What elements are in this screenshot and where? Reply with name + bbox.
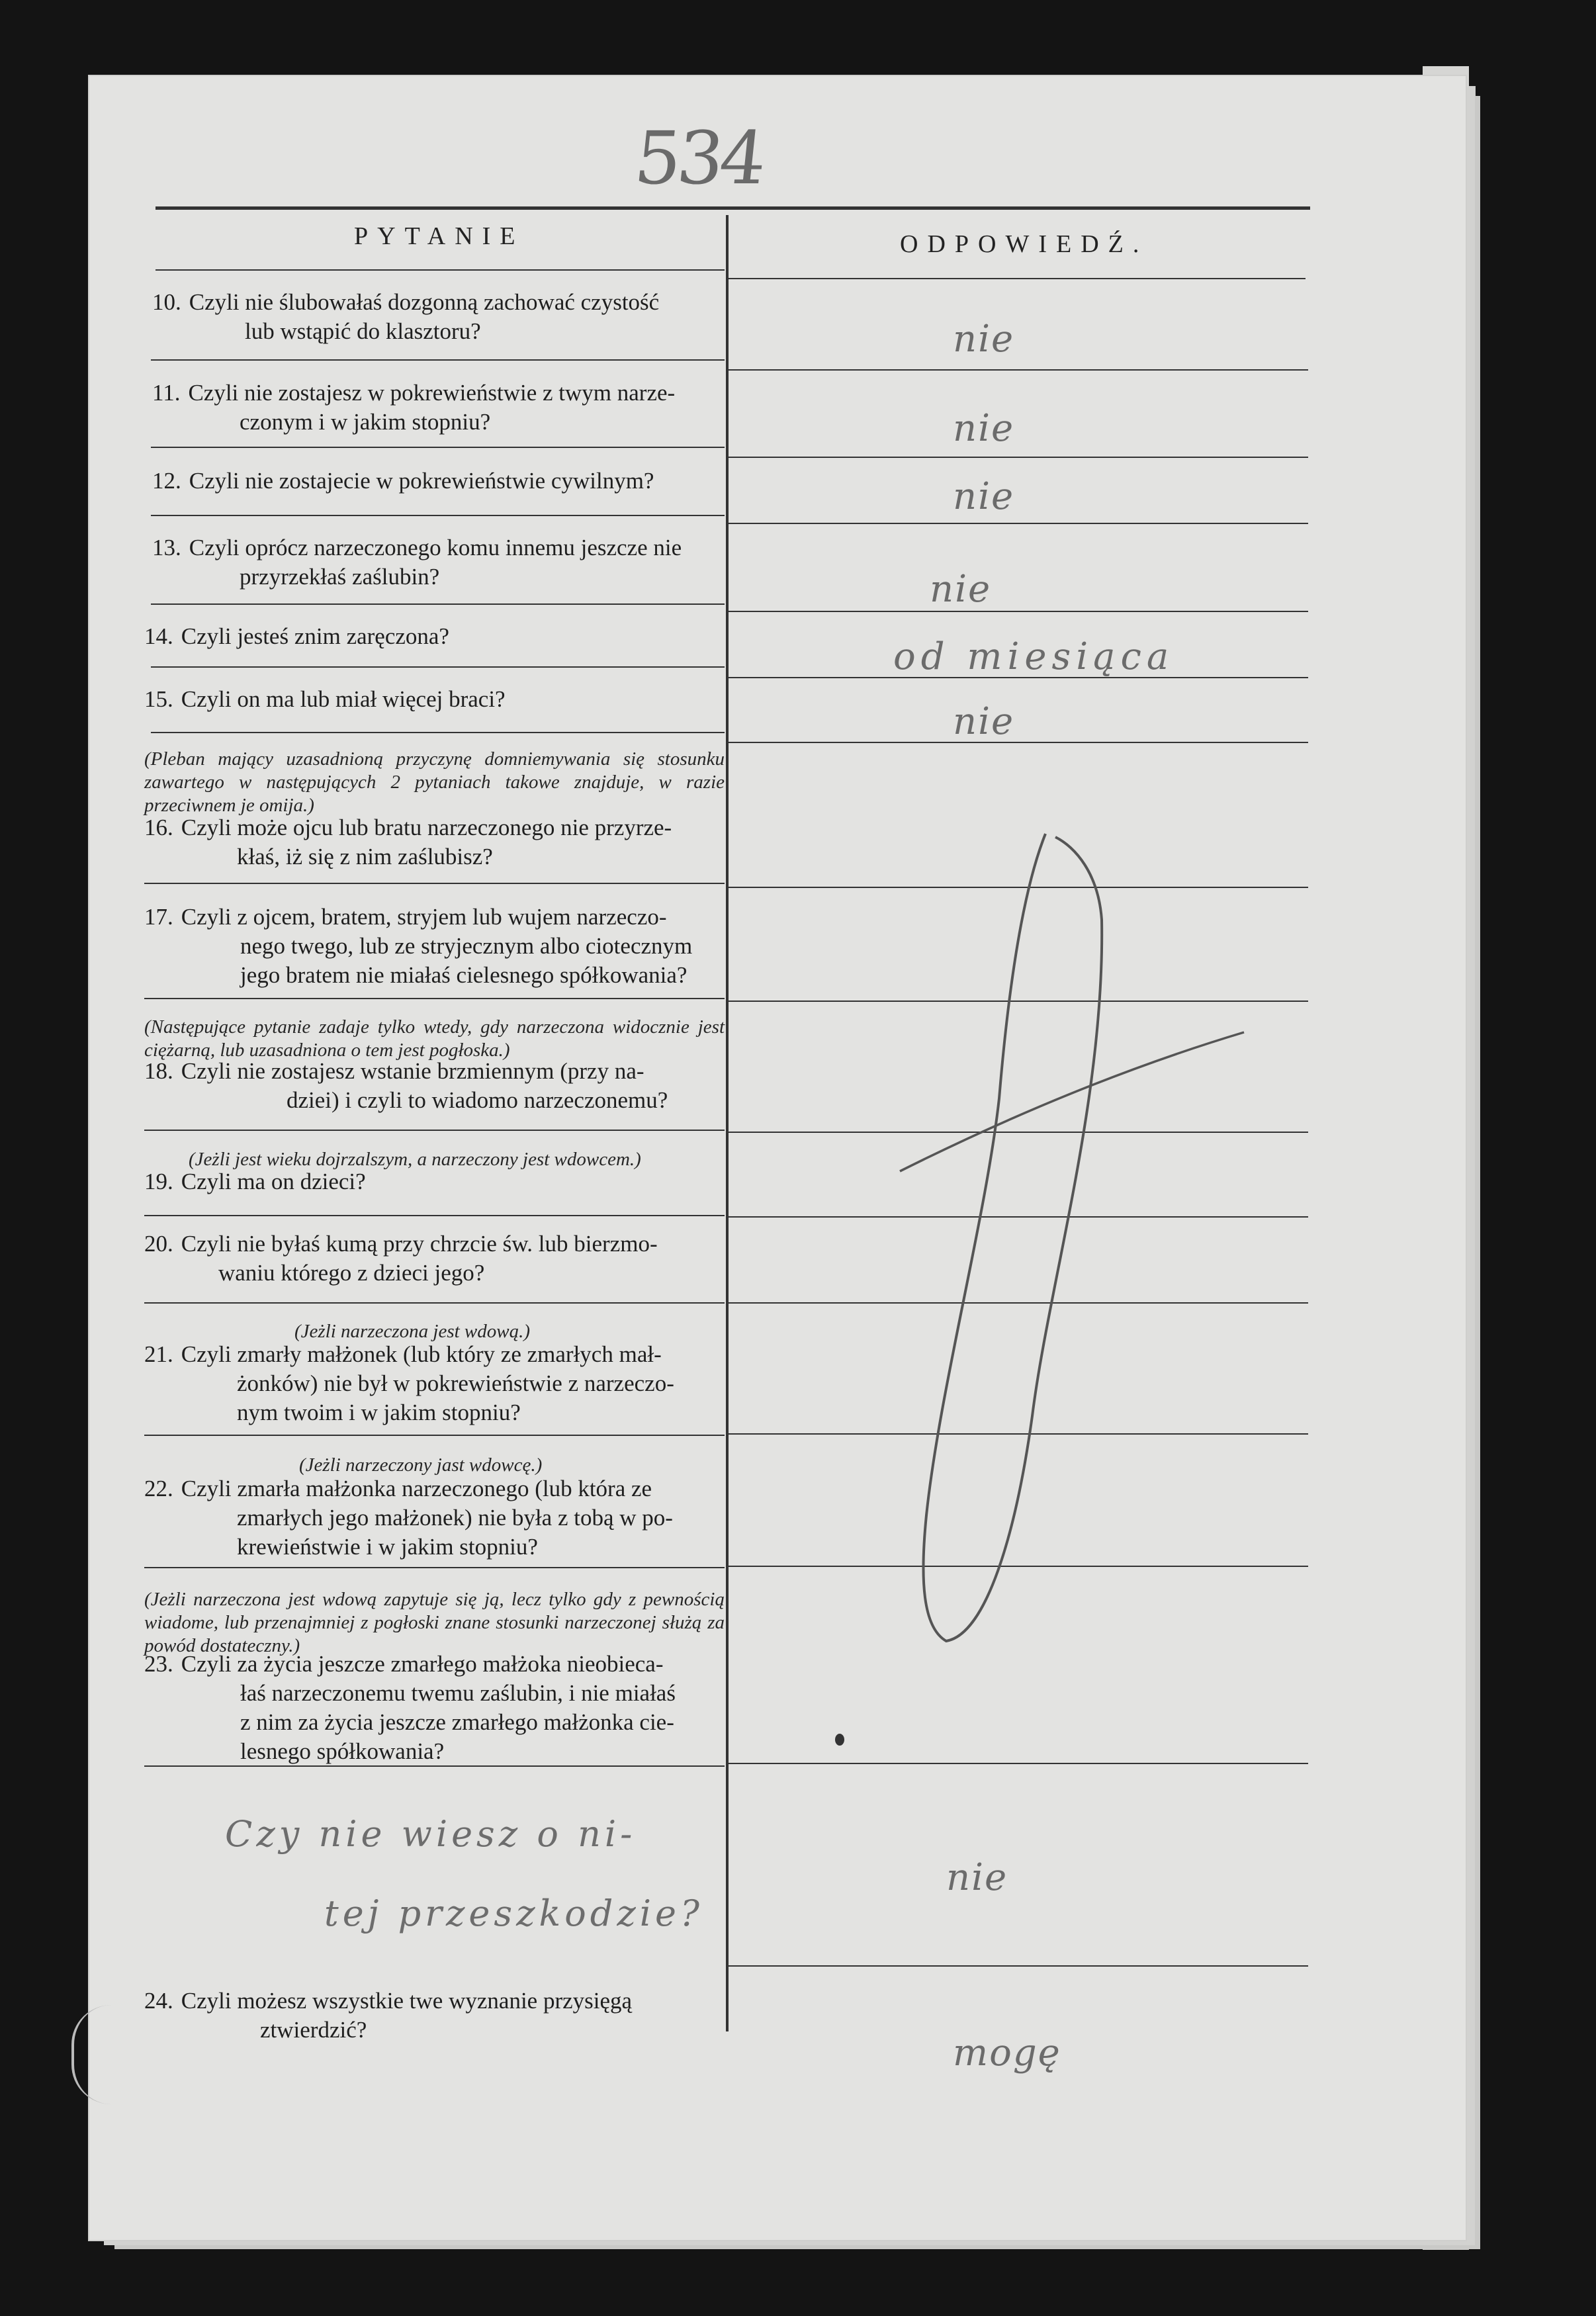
handwritten-question-line-1: Czy nie wiesz o ni- xyxy=(225,1813,637,1855)
note-16: (Pleban mający uzasadnioną przyczynę domniemywania się stosunku zawartego w następujących 2 pytaniach takowe znajduje, w razie przeciwnem je omija.) xyxy=(144,748,725,816)
note-22: (Jeżli narzeczony jast wdowcę.) xyxy=(299,1454,543,1476)
answer-24: mogę xyxy=(953,2031,1061,2074)
question-16: 16. Czyli może ojcu lub bratu narzeczonego nie przyrze- kłaś, iż się z nim zaślubisz? xyxy=(144,815,672,869)
row-rule xyxy=(151,666,725,668)
handwritten-question-line-2: tej przeszkodzie? xyxy=(324,1893,703,1934)
answer-11: nie xyxy=(953,407,1015,450)
answer-extra: nie xyxy=(946,1856,1008,1899)
row-rule xyxy=(144,1215,725,1216)
question-10: 10. Czyli nie ślubowałaś dozgonną zachować czystość lub wstąpić do klasztoru? xyxy=(152,289,660,344)
row-rule xyxy=(729,1965,1308,1967)
column-divider xyxy=(726,215,729,2031)
row-rule xyxy=(729,742,1308,743)
header-question: PYTANIE xyxy=(354,222,525,250)
row-rule xyxy=(729,278,1306,279)
pencil-strike-mark xyxy=(887,821,1257,1654)
question-22: 22. Czyli zmarła małżonka narzeczonego (lub która ze zmarłych jego małżonek) nie była z tobą w po- krewieństwie i w jakim stopniu? xyxy=(144,1476,673,1560)
edge-stamp-mark xyxy=(71,2005,114,2104)
question-24: 24. Czyli możesz wszystkie twe wyznanie przysięgą ztwierdzić? xyxy=(144,1988,633,2043)
question-14: 14. Czyli jesteś znim zaręczona? xyxy=(144,623,449,649)
question-23: 23. Czyli za życia jeszcze zmarłego małżoka nieobieca- łaś narzeczonemu twemu zaślubin, i nie miałaś z nim za życia jeszcze zmarłego małżonka cie- lesnego spółkowania? xyxy=(144,1651,676,1764)
question-17: 17. Czyli z ojcem, bratem, stryjem lub wujem narzeczo- nego twego, lub ze stryjecznym albo ciotecznym jego bratem nie miałaś cielesnego spółkowania? xyxy=(144,904,693,988)
row-rule xyxy=(144,1435,725,1436)
answer-13: nie xyxy=(930,568,992,611)
question-19: 19. Czyli ma on dzieci? xyxy=(144,1169,366,1194)
answer-10: nie xyxy=(953,318,1015,361)
row-rule xyxy=(729,523,1308,524)
question-12: 12. Czyli nie zostajecie w pokrewieństwie cywilnym? xyxy=(152,468,654,494)
question-15: 15. Czyli on ma lub miał więcej braci? xyxy=(144,686,506,712)
row-rule xyxy=(151,447,725,448)
answer-12: nie xyxy=(953,475,1015,518)
note-19: (Jeżli jest wieku dojrzalszym, a narzeczony jest wdowcem.) xyxy=(189,1149,641,1170)
question-20: 20. Czyli nie byłaś kumą przy chrzcie św. lub bierzmo- waniu którego z dzieci jego? xyxy=(144,1231,658,1286)
row-rule xyxy=(144,883,725,884)
row-rule xyxy=(151,359,725,361)
row-rule xyxy=(151,732,725,733)
row-rule xyxy=(729,457,1308,458)
question-13: 13. Czyli oprócz narzeczonego komu innemu jeszcze nie przyrzekłaś zaślubin? xyxy=(152,535,682,590)
header-answer: ODPOWIEDŹ. xyxy=(900,230,1149,258)
row-rule xyxy=(144,1567,725,1568)
answer-14: od miesiąca xyxy=(893,635,1175,678)
question-21: 21. Czyli zmarły małżonek (lub który ze zmarłych mał- żonków) nie był w pokrewieństwie z narzeczo- nym twoim i w jakim stopniu? xyxy=(144,1341,674,1425)
note-18: (Następujące pytanie zadaje tylko wtedy, gdy narzeczona widocznie jest ciężarną, lub uzasadniona o tem jest pogłoska.) xyxy=(144,1016,725,1061)
question-18: 18. Czyli nie zostajesz wstanie brzmiennym (przy na- dziei) i czyli to wiadomo narzeczonemu? xyxy=(144,1058,668,1113)
row-rule xyxy=(729,611,1308,612)
row-rule xyxy=(151,603,725,605)
row-rule xyxy=(144,1130,725,1131)
page-number: 534 xyxy=(631,116,767,200)
row-rule xyxy=(155,269,725,271)
row-rule xyxy=(729,369,1308,371)
answer-15: nie xyxy=(953,700,1015,743)
row-rule xyxy=(144,998,725,999)
row-rule xyxy=(729,1763,1308,1764)
ink-dot xyxy=(835,1734,844,1746)
note-23: (Jeżli narzeczona jest wdową zapytuje się ją, lecz tylko gdy z pewnością wiadome, lub przenajmniej z pogłoski znane stosunki narzeczonej służą za powód dostateczny.) xyxy=(144,1589,725,1656)
question-11: 11. Czyli nie zostajesz w pokrewieństwie z twym narze- czonym i w jakim stopniu? xyxy=(152,380,676,435)
top-rule xyxy=(155,206,1310,210)
note-21: (Jeżli narzeczona jest wdową.) xyxy=(294,1321,531,1342)
row-rule xyxy=(144,1302,725,1304)
row-rule xyxy=(151,515,725,516)
